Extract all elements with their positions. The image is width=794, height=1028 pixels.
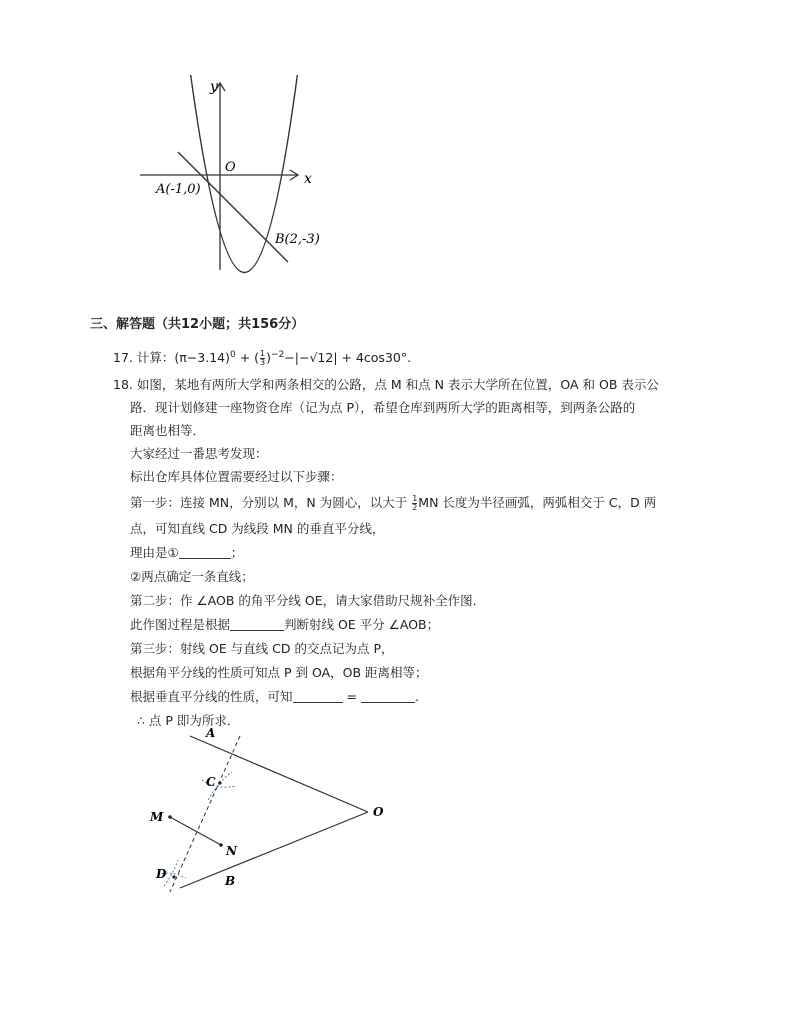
q17-exp-neg2: −2 (271, 350, 285, 360)
q18-line9: ②两点确定一条直线； (130, 569, 254, 584)
q18-line7: 点，可知直线 CD 为线段 MN 的垂直平分线， (130, 521, 385, 536)
q18-line14 (130, 689, 419, 705)
basis-blank[interactable] (230, 618, 284, 631)
q18-reason-end: ； (230, 545, 244, 560)
ray-ob (180, 812, 368, 888)
label-c: C (206, 775, 216, 789)
origin-label: O (225, 160, 236, 175)
q18-line3: 距离也相等． (130, 423, 206, 438)
q18-perp-label: 根据垂直平分线的性质，可知 (130, 689, 293, 704)
q18-equals: = (342, 689, 361, 704)
q17-expr2: −|−√12| + 4cos30° (284, 350, 408, 366)
q18-line8 (130, 545, 243, 561)
q18-perp-end: . (414, 689, 419, 704)
q18-line10: 第二步：作 ∠AOB 的角平分线 OE，请大家借助尺规补全作图． (130, 593, 486, 608)
q18-line5: 标出仓库具体位置需要经过以下步骤： (130, 469, 343, 484)
q17-fraction: $\frac{1}{3}$ (260, 349, 266, 368)
q18-line2: 路．现计划修建一座物资仓库（记为点 P），希望仓库到两所大学的距离相等，到两条公路的 (130, 400, 636, 415)
q17-expr1: (π−3.14) (174, 350, 230, 366)
q18-line12: 第三步：射线 OE 与直线 CD 的交点记为点 P， (130, 641, 394, 656)
point-a-label: A(-1,0) (156, 182, 201, 197)
q17-number: 17. (113, 350, 133, 366)
equal-blank-left[interactable] (293, 690, 343, 703)
q18-line4: 大家经过一番思考发现： (130, 446, 268, 461)
point-c (218, 781, 221, 784)
section-title: 三、解答题（共12小题；共156分） (90, 317, 305, 332)
label-o: O (373, 805, 384, 819)
label-d: D (156, 867, 167, 881)
q18-reason-label: 理由是① (130, 545, 179, 560)
ray-oa (190, 736, 368, 812)
q17-plus: + (235, 350, 255, 366)
q18-line6 (130, 495, 656, 512)
q17-end: . (407, 350, 412, 366)
label-b: B (225, 874, 236, 888)
equal-blank-right[interactable] (361, 690, 415, 703)
q18-text-1: 如图，某地有两所大学和两条相交的公路，点 M 和点 N 表示大学所在位置，OA 和 OB 表示公 (136, 377, 659, 392)
q17: 17. 计算：$(\pi-3.14)^0$ + ( $\frac{1}{3}$ )$^{-2}$−|−√12| + 4cos30°. (113, 349, 412, 368)
label-n: N (226, 844, 237, 858)
parabola-graph (130, 75, 330, 275)
label-m: M (150, 810, 164, 824)
y-axis-label: y (210, 79, 218, 95)
q18-line15: ∴ 点 P 即为所求． (137, 713, 240, 728)
q18-line13: 根据角平分线的性质可知点 P 到 OA，OB 距离相等； (130, 665, 428, 680)
reason-blank[interactable] (179, 546, 231, 559)
q17-exp0: 0 (229, 350, 236, 360)
point-b-label: B(2,-3) (275, 232, 320, 247)
q18-step1-b: MN 长度为半径画弧，两弧相交于 C，D 两 (418, 495, 657, 510)
label-a: A (206, 726, 216, 740)
q17-prefix: 计算： (136, 350, 175, 366)
point-d (172, 875, 175, 878)
q18-line11 (130, 617, 439, 633)
segment-mn (170, 817, 221, 845)
q18-number: 18. (113, 377, 133, 392)
q18-line1 (113, 377, 659, 393)
point-n (219, 843, 223, 847)
half-fraction: $\frac{1}{2}$ (412, 494, 418, 512)
construction-figure (140, 720, 400, 900)
point-m (168, 815, 172, 819)
q18-step1-a: 第一步：连接 MN，分别以 M，N 为圆心，以大于 (130, 495, 408, 510)
q18-basis-label: 此作图过程是根据 (130, 617, 231, 632)
q18-basis-end: 判断射线 OE 平分 ∠AOB； (284, 617, 440, 632)
x-axis-label: x (304, 171, 312, 187)
